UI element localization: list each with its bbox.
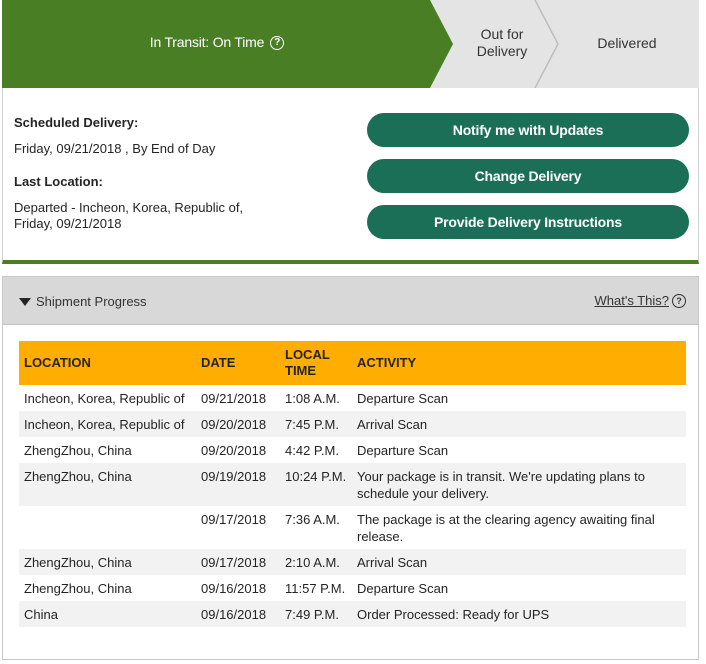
step-out-for-delivery-line1: Out for [480, 26, 524, 42]
cell-date: 09/16/2018 [201, 581, 267, 596]
step-in-transit [2, 34, 432, 51]
shipment-progress-table [19, 341, 686, 627]
notify-updates-button[interactable]: Notify me with Updates [367, 113, 689, 147]
cell-activity: Arrival Scan [352, 549, 686, 575]
last-location-value [14, 200, 243, 232]
cell-date: 09/17/2018 [201, 512, 267, 527]
cell-date: 09/20/2018 [201, 443, 267, 458]
column-header-activity: ACTIVITY [352, 341, 686, 385]
cell-time: 7:45 P.M. [280, 411, 352, 437]
help-icon[interactable]: ? [672, 294, 686, 308]
cell-date: 09/20/2018 [196, 411, 280, 437]
cell-location: ZhengZhou, China [24, 443, 132, 458]
last-location-line1: Departed - Incheon, Korea, Republic of, [14, 200, 244, 215]
cell-location: ZhengZhou, China [19, 549, 196, 575]
cell-location: ZhengZhou, China [24, 581, 132, 596]
delivery-instructions-button[interactable]: Provide Delivery Instructions [367, 205, 689, 239]
cell-location: ZhengZhou, China [19, 463, 196, 506]
shipment-progress-title: Shipment Progress [36, 294, 147, 309]
delivery-summary-panel [2, 88, 699, 264]
column-header-time-line1: LOCAL [285, 347, 330, 362]
delivery-progress-stepper [2, 0, 699, 88]
table-row [19, 463, 686, 506]
table-row [19, 575, 686, 601]
cell-time: 10:24 P.M. [280, 463, 352, 506]
column-header-time-line2: TIME [285, 363, 317, 378]
cell-activity: The package is at the clearing agency awaiting final release. [357, 512, 655, 544]
cell-date: 09/19/2018 [196, 463, 280, 506]
cell-time: 7:36 A.M. [285, 512, 340, 527]
table-header-row [19, 341, 686, 385]
cell-activity: Your package is in transit. We're updating plans to schedule your delivery. [352, 463, 686, 506]
whats-this-link[interactable]: What's This? [594, 293, 669, 308]
table-row [19, 437, 686, 463]
table-row [19, 601, 686, 627]
table-row [19, 411, 686, 437]
cell-date: 09/16/2018 [196, 601, 280, 627]
cell-date: 09/21/2018 [201, 391, 267, 406]
info-icon[interactable]: ? [270, 36, 284, 50]
table-body [19, 385, 686, 627]
cell-time: 1:08 A.M. [285, 391, 340, 406]
cell-activity: Departure Scan [357, 443, 449, 458]
column-header-location: LOCATION [19, 341, 196, 385]
table-row [19, 549, 686, 575]
whats-this-link-group [595, 293, 687, 308]
cell-activity: Departure Scan [357, 391, 449, 406]
column-header-local-time [280, 341, 352, 385]
cell-activity: Order Processed: Ready for UPS [352, 601, 686, 627]
last-location-line2: Friday, 09/21/2018 [14, 216, 122, 231]
step-out-for-delivery-line2: Delivery [476, 43, 528, 59]
cell-activity: Arrival Scan [352, 411, 686, 437]
table-row [19, 385, 686, 411]
shipment-progress-panel [2, 276, 699, 660]
step-delivered: Delivered [597, 35, 657, 51]
step-in-transit-label: In Transit: On Time [149, 34, 265, 50]
cell-time: 2:10 A.M. [280, 549, 352, 575]
change-delivery-button[interactable]: Change Delivery [367, 159, 689, 193]
step-out-for-delivery [457, 26, 547, 60]
cell-location: Incheon, Korea, Republic of [19, 411, 196, 437]
collapse-triangle-icon [19, 298, 31, 306]
cell-time: 4:42 P.M. [285, 443, 339, 458]
cell-activity: Departure Scan [357, 581, 449, 596]
cell-location [19, 506, 196, 549]
shipment-progress-header [3, 277, 698, 325]
cell-location: China [19, 601, 196, 627]
scheduled-delivery-label: Scheduled Delivery: [14, 115, 139, 130]
cell-time: 7:49 P.M. [280, 601, 352, 627]
table-row [19, 506, 686, 549]
column-header-date: DATE [196, 341, 280, 385]
last-location-label: Last Location: [14, 174, 103, 189]
cell-location: Incheon, Korea, Republic of [24, 391, 185, 406]
scheduled-delivery-value: Friday, 09/21/2018 , By End of Day [14, 141, 216, 156]
cell-time: 11:57 P.M. [285, 581, 346, 596]
shipment-progress-toggle[interactable] [19, 294, 147, 309]
cell-date: 09/17/2018 [196, 549, 280, 575]
